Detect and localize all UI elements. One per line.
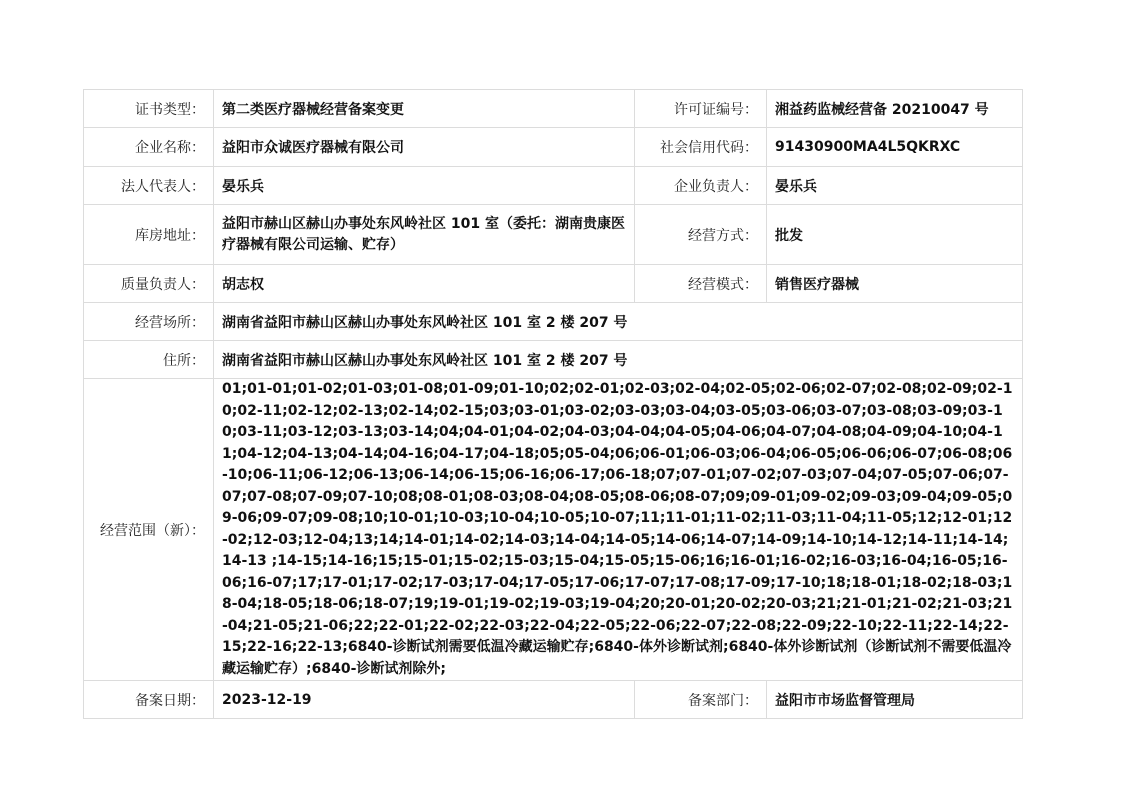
quality-head-label: 质量负责人：: [84, 265, 214, 303]
row-premises: [84, 303, 1023, 341]
record-dept-value: 益阳市市场监督管理局: [767, 681, 1023, 719]
license-no-value: 湘益药监械经营备 20210047 号: [767, 90, 1023, 128]
row-record-date: [84, 681, 1023, 719]
record-dept-label: 备案部门：: [635, 681, 767, 719]
company-value: 益阳市众诚医疗器械有限公司: [214, 128, 635, 167]
company-label: 企业名称：: [84, 128, 214, 167]
business-mode-value: 销售医疗器械: [767, 265, 1023, 303]
scope-value: 01;01-01;01-02;01-03;01-08;01-09;01-10;02;02-01;02-03;02-04;02-05;02-06;02-07;02-08;02-09;02-10;02-11;02-12;02-13;02-14;02-15;03;03-01;03-02;03-03;03-04;03-05;03-06;03-07;03-08;03-09;03-10;03-11;03-12;03-13;03-14;04;04-01;04-02;04-03;04-04;04-05;04-06;04-07;04-08;04-09;04-10;04-11;04-12;04-13;04-14;04-16;04-17;04-18;05;05-04;06;06-01;06-03;06-04;06-05;06-06;06-07;06-08;06-10;06-11;06-12;06-13;06-14;06-15;06-16;06-17;06-18;07;07-01;07-02;07-03;07-04;07-05;07-06;07-07;07-08;07-09;07-10;08;08-01;08-03;08-04;08-05;08-06;08-07;09;09-01;09-02;09-03;09-04;09-05;09-06;09-07;09-08;10;10-01;10-03;10-04;10-05;10-07;11;11-01;11-02;11-03;11-04;11-05;12;12-01;12-02;12-03;12-04;13;14;14-01;14-02;14-03;14-04;14-05;14-06;14-07;14-09;14-10;14-12;14-11;14-14;14-13 ;14-15;14-16;15;15-01;15-02;15-03;15-04;15-05;15-06;16;16-01;16-02;16-03;16-04;16-05;16-06;16-07;17;17-01;17-02;17-03;17-04;17-05;17-06;17-07;17-08;17-09;17-10;18;18-01;18-02;18-03;18-04;18-05;18-06;18-07;19;19-01;19-02;19-03;19-04;20;20-01;20-02;20-03;21;21-01;21-02;21-03;21-04;21-05;21-06;22;22-01;22-02;22-03;22-04;22-05;22-06;22-07;22-08;22-09;22-10;22-11;22-14;22-15;22-16;22-13;6840-诊断试剂需要低温冷藏运输贮存;6840-体外诊断试剂;6840-体外诊断试剂（诊断试剂不需要低温冷藏运输贮存）;6840-诊断试剂除外;: [214, 379, 1023, 681]
business-method-value: 批发: [767, 205, 1023, 265]
row-residence: [84, 341, 1023, 379]
cert-type-label: 证书类型：: [84, 90, 214, 128]
warehouse-label: 库房地址：: [84, 205, 214, 265]
premises-label: 经营场所：: [84, 303, 214, 341]
row-warehouse: [84, 205, 1023, 265]
premises-value: 湖南省益阳市赫山区赫山办事处东风岭社区 101 室 2 楼 207 号: [214, 303, 1023, 341]
business-method-label: 经营方式：: [635, 205, 767, 265]
scope-label: 经营范围（新）：: [84, 379, 214, 681]
row-legal-rep: [84, 167, 1023, 205]
row-scope: [84, 379, 1023, 681]
credit-code-label: 社会信用代码：: [635, 128, 767, 167]
company-head-value: 晏乐兵: [767, 167, 1023, 205]
cert-type-value: 第二类医疗器械经营备案变更: [214, 90, 635, 128]
company-head-label: 企业负责人：: [635, 167, 767, 205]
residence-value: 湖南省益阳市赫山区赫山办事处东风岭社区 101 室 2 楼 207 号: [214, 341, 1023, 379]
row-cert-type: [84, 90, 1023, 128]
credit-code-value: 91430900MA4L5QKRXC: [767, 128, 1023, 167]
quality-head-value: 胡志权: [214, 265, 635, 303]
residence-label: 住所：: [84, 341, 214, 379]
legal-rep-label: 法人代表人：: [84, 167, 214, 205]
record-date-label: 备案日期：: [84, 681, 214, 719]
warehouse-value: 益阳市赫山区赫山办事处东风岭社区 101 室（委托：湖南贵康医疗器械有限公司运输、贮存）: [214, 205, 635, 265]
record-date-value: 2023-12-19: [214, 681, 635, 719]
business-mode-label: 经营模式：: [635, 265, 767, 303]
license-no-label: 许可证编号：: [635, 90, 767, 128]
row-company: [84, 128, 1023, 167]
filing-record-table: [83, 89, 1023, 719]
row-quality-head: [84, 265, 1023, 303]
legal-rep-value: 晏乐兵: [214, 167, 635, 205]
